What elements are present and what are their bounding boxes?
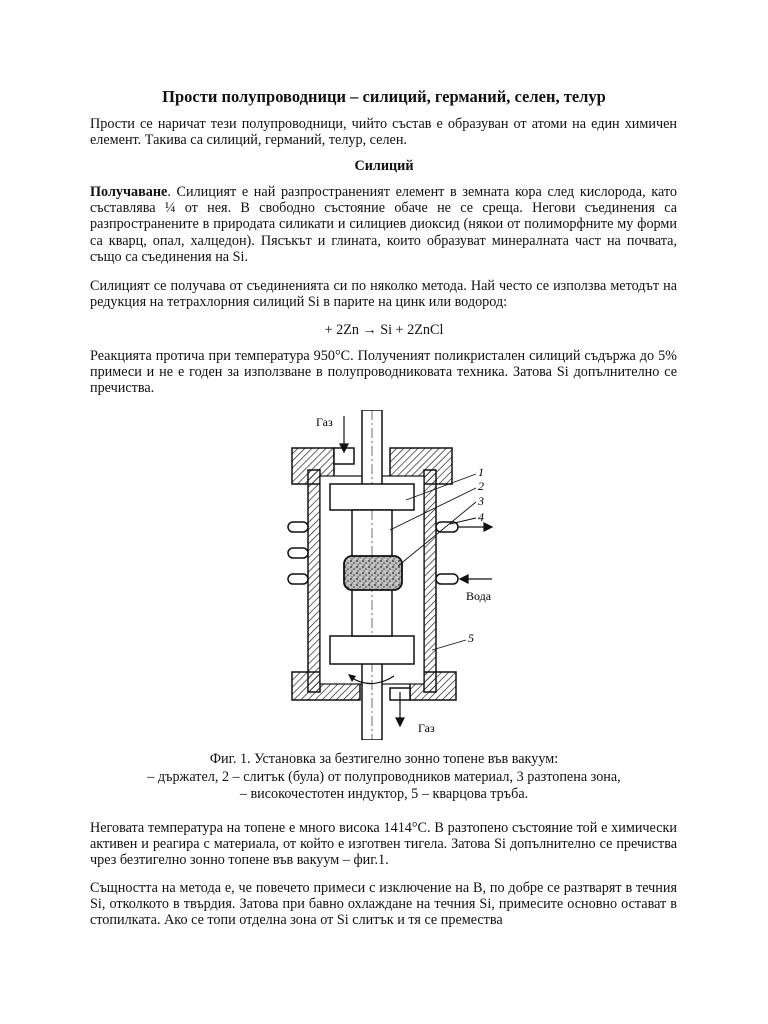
production-lead: Получаване [90, 184, 168, 200]
quartz-tube-right [424, 470, 436, 692]
intro-paragraph: Прости се наричат тези полупроводници, чийто състав е образуван от атоми на един химичен елемент. Такива са силиций, германий, телур, селен. [90, 116, 677, 149]
methods-paragraph: Силицият се получава от съединенията си по няколко метода. Най често се използва методът на редукция на тетрахлорния силиций Si в парите на цинк или водород: [90, 278, 677, 311]
section-title: Силиций [354, 158, 414, 174]
quartz-tube-left [308, 470, 320, 692]
label-2: 2 [478, 479, 484, 493]
label-4: 4 [478, 510, 484, 524]
production-paragraph [90, 184, 677, 265]
holder-bottom [330, 636, 414, 664]
gas-top-label: Газ [316, 415, 333, 429]
gas-bottom-label: Газ [418, 721, 435, 735]
caption-line-1: Фиг. 1. Установка за безтигелно зонно топене във вакуум: [209, 751, 559, 767]
figure-caption [120, 751, 648, 804]
reaction-equation: + 2Zn → Si + 2ZnCl [324, 322, 444, 338]
melting-paragraph: Неговата температура на топене е много висока 1414°С. В разтопено състояние той е химически активен и реагира с материала, от който е изготвен тигела. Затова Si допълнително се пречиства чрез безтигелно зонно топене във вакуум – фиг.1. [90, 820, 677, 869]
zone-melting-figure [272, 410, 502, 740]
water-label: Вода [466, 589, 492, 603]
water-flow-arrows [458, 523, 492, 583]
caption-line-3: – високочестотен индуктор, 5 – кварцова тръба. [239, 786, 529, 802]
page-title: Прости полупроводници – силиций, германий, селен, телур [162, 87, 606, 106]
production-text: . Силицият е най разпространеният елемент в земната кора след кислорода, като съставлява ¼ от нея. В свободно състояние обаче не се среща. Негови съединения са разпространените в природата силикати и силициев диоксид (някои от полиморфните му форми са кварц, опал, халцедон). Пясъкът и глината, които образуват минералната част на почвата, също са съединения на Si. [90, 184, 677, 265]
label-3: 3 [478, 494, 484, 508]
label-1: 1 [478, 465, 484, 479]
reaction-paragraph: Реакцията протича при температура 950°С. Полученият поликристален силиций съдържа до 5% примеси и не е годен за използване в полупроводниковата техника. Затова Si допълнително се пречиства. [90, 348, 677, 397]
holder-top [330, 484, 414, 510]
molten-zone [344, 556, 402, 590]
caption-line-2: – държател, 2 – слитък (була) от полупроводников материал, 3 разтопена зона, [147, 768, 621, 785]
essence-paragraph: Същността на метода е, че повечето примеси с изключение на В, по добре се разтварят в течния Si, отколкото в твърдия. Затова при бавно охлаждане на течния Si, примесите основно остават в стопилката. Ако се топи отделна зона от Si слитък и тя се премества [90, 880, 677, 929]
label-5: 5 [468, 631, 474, 645]
